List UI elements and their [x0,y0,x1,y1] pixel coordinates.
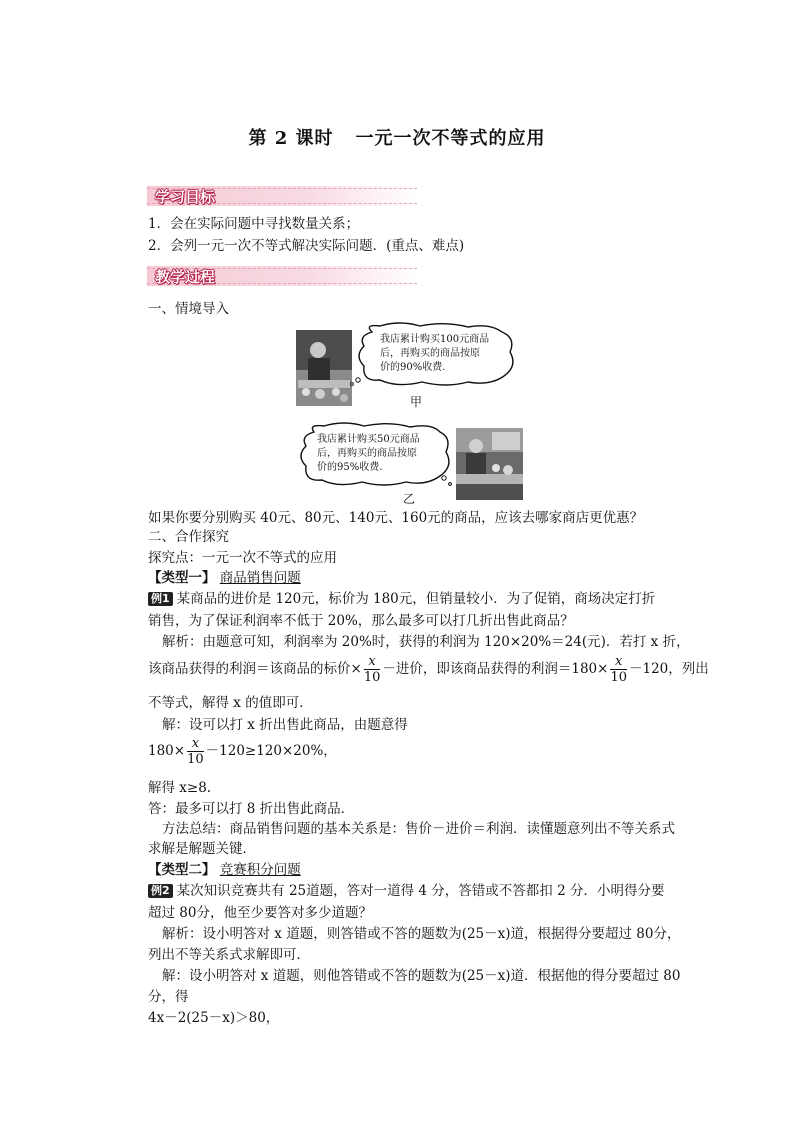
intro-heading: 一、情境导入 [148,301,229,317]
objective-item: 2．会列一元一次不等式解决实际问题．(重点、难点) [148,238,465,254]
section-header-process [147,266,417,286]
section-label-objectives: 学习目标 [155,188,216,206]
example2-text: 某次知识竞赛共有 25道题，答对一道得 4 分，答错或不答都扣 2 分．小明得分要 [176,883,665,899]
example2-line [148,882,664,900]
fraction-x-over-10 [187,736,204,767]
fraction-denominator: 10 [363,670,381,685]
bubble-a-line: 价的90%收费. [380,362,446,373]
example1-analysis-formula [148,654,709,685]
example1-text: 某商品的进价是 120元，标价为 180元，但销量较小．为了促销，商场决定打折 [176,591,656,607]
caption-b: 乙 [403,492,416,506]
example1-solution: 解：设可以打 x 折出售此商品，由题意得 [162,717,408,733]
analysis-text: －120，列出 [629,661,709,677]
objective-item: 1．会在实际问题中寻找数量关系； [148,216,360,232]
type2-label: 【类型二】 [148,862,216,878]
example2-solution: 解：设小明答对 x 道题，则他答错或不答的题数为(25－x)道．根据他的得分要超过 80 [162,968,681,984]
section-label-process: 教学过程 [155,268,216,286]
equation-text: －120≥120×20%， [205,743,337,759]
example1-answer: 答：最多可以打 8 折出售此商品． [148,801,355,817]
lesson-topic: 一元一次不等式的应用 [355,128,546,149]
fraction-denominator: 10 [610,670,627,685]
type1-heading [148,569,301,587]
example1-line2: 销售，为了保证利润率不低于 20%，那么最多可以打几折出售此商品？ [148,613,574,629]
section-header-objectives [147,186,417,206]
type1-name: 商品销售问题 [219,570,301,586]
intro-question: 如果你要分别购买 40元、80元、140元、160元的商品，应该去哪家商店更优惠？ [148,510,644,526]
page-title [0,124,794,150]
explore-point: 探究点：一元一次不等式的应用 [148,550,337,566]
example1-result: 解得 x≥8. [148,780,212,796]
fraction-numerator: x [610,654,627,670]
type2-heading [148,861,301,879]
fraction-numerator: x [364,654,381,670]
bubble-b-line: 我店累计购买50元商品 [317,434,420,445]
example2-line2: 超过 80分，他至少要答对多少道题？ [148,905,372,921]
type2-name: 竞赛积分问题 [219,862,301,878]
analysis-text: 该商品获得的利润＝该商品的标价× [148,661,362,677]
example1-summary-end: 求解是解题关键． [148,841,256,857]
shopkeeper-photo-a [296,330,352,406]
example2-analysis-end: 列出不等关系式求解即可． [148,947,310,963]
analysis-text: －进价，即该商品获得的利润＝180× [382,661,609,677]
example2-equation: 4x－2(25－x)＞80， [148,1010,280,1026]
example2-badge: 例2 [148,884,173,898]
bubble-b-line: 后，再购买的商品按原 [317,448,417,459]
equation-text: 180× [148,743,186,759]
caption-a: 甲 [410,395,423,409]
bubble-a-line: 后，再购买的商品按原 [380,348,480,359]
bubble-b-line: 价的95%收费. [317,462,383,473]
example2-analysis: 解析：设小明答对 x 道题，则答错或不答的题数为(25－x)道，根据得分要超过 80分， [162,926,681,942]
bubble-a-line: 我店累计购买100元商品 [380,334,490,345]
example2-solution-end: 分，得 [148,989,189,1005]
fraction-x-over-10 [610,654,627,685]
fraction-numerator: x [187,736,204,752]
example1-summary: 方法总结：商品销售问题的基本关系是：售价－进价＝利润．读懂题意列出不等关系式 [162,821,675,837]
shopkeeper-photo-b [456,428,523,500]
fraction-x-over-10 [364,654,381,685]
lesson-number: 第 2 课时 [248,128,334,149]
fraction-denominator: 10 [187,752,204,767]
explore-heading: 二、合作探究 [148,529,229,545]
example1-line [148,590,655,608]
example1-equation [148,736,337,767]
example1-badge: 例1 [148,592,173,606]
type1-label: 【类型一】 [148,570,216,586]
example1-analysis-end: 不等式，解得 x 的值即可． [148,695,313,711]
example1-analysis: 解析：由题意可知，利润率为 20%时，获得的利润为 120×20%＝24(元)．若打 x 折， [162,634,690,650]
